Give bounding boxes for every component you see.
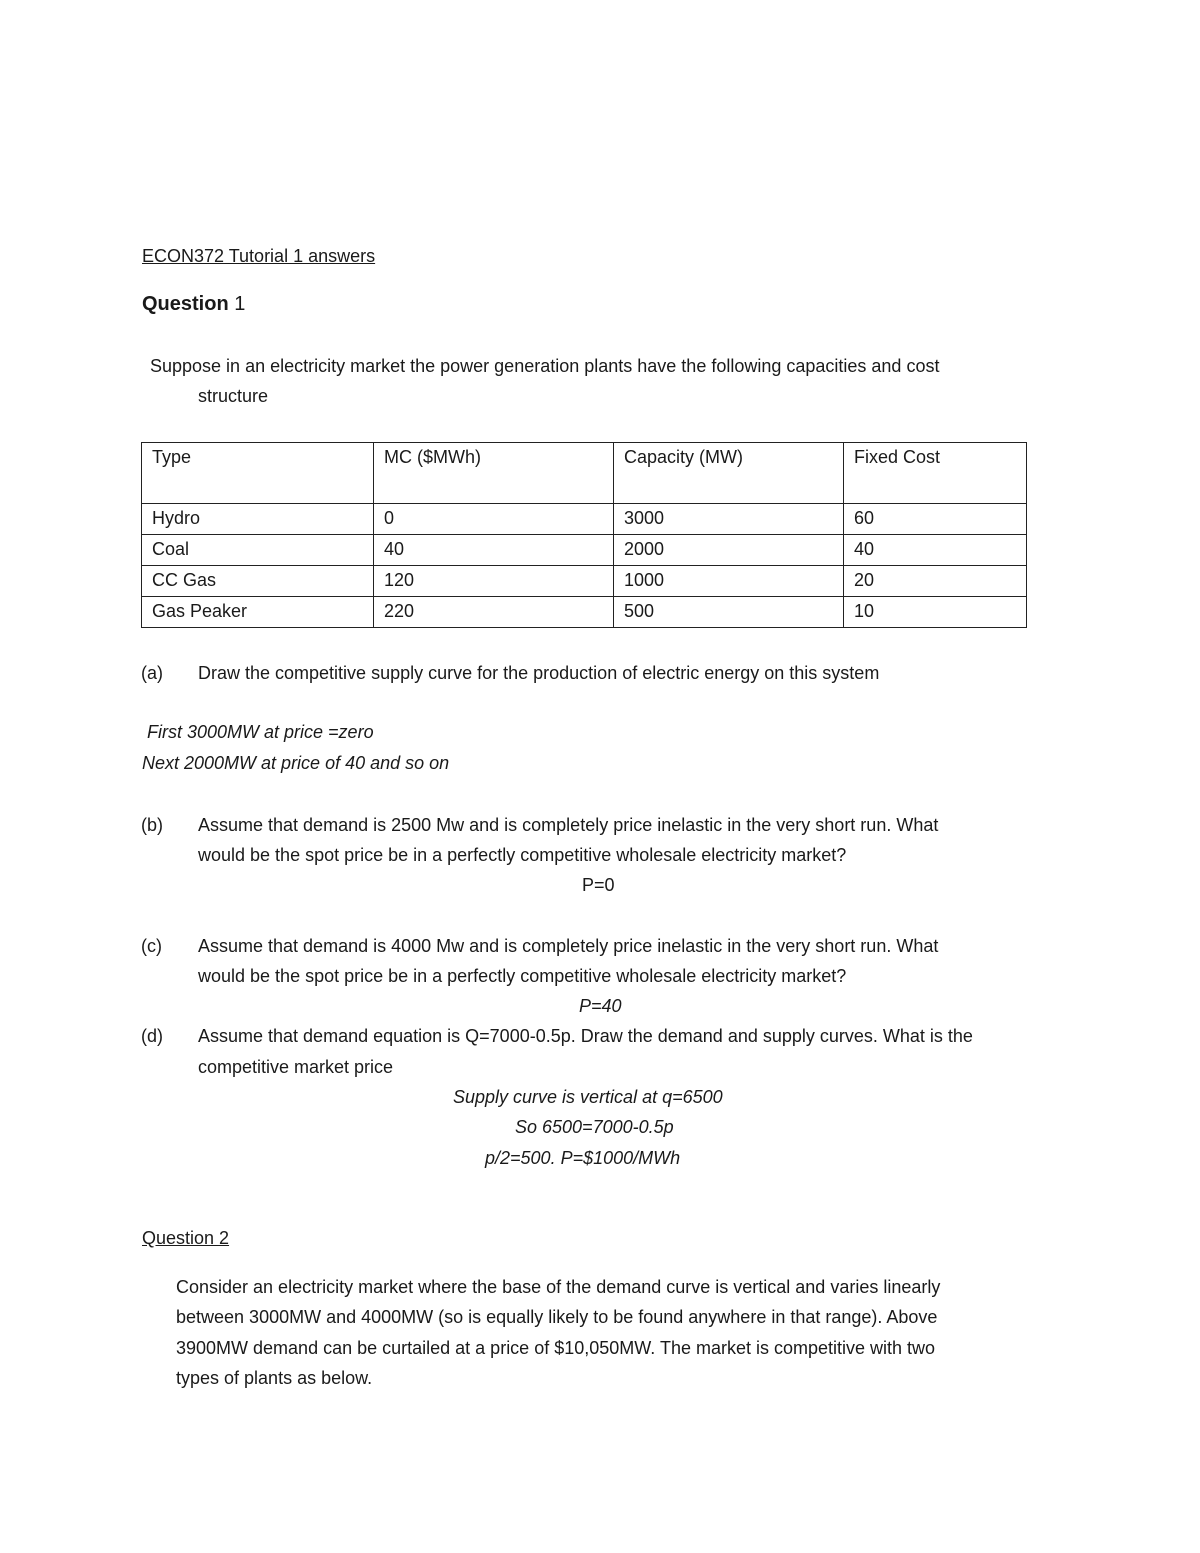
part-d-answer-line-3: p/2=500. P=$1000/MWh [485,1148,681,1168]
part-a-text: Draw the competitive supply curve for the production of electric energy on this system [198,663,880,683]
part-c-label: (c) [141,936,162,956]
part-d-answer-line-1: Supply curve is vertical at q=6500 [453,1087,723,1107]
table-cell: 2000 [614,535,844,566]
question-1-heading [142,293,245,316]
table-cell: 0 [374,504,614,535]
part-c-line-1: Assume that demand is 4000 Mw and is completely price inelastic in the very short run. What [198,936,939,956]
table-row [142,566,1027,597]
part-d-label: (d) [141,1026,163,1046]
table-cell: 3000 [614,504,844,535]
table-cell: Coal [142,535,374,566]
table-cell: Gas Peaker [142,597,374,628]
table-cell: 60 [844,504,1027,535]
part-a-answer-line-2: Next 2000MW at price of 40 and so on [142,753,450,773]
table-row [142,535,1027,566]
question-2-line-2: between 3000MW and 4000MW (so is equally likely to be found anywhere in that range). Above [176,1307,938,1327]
part-b-answer: P=0 [582,875,615,895]
part-c-answer: P=40 [579,996,622,1016]
question-1-intro-line-1: Suppose in an electricity market the power generation plants have the following capacities and cost [150,356,940,376]
table-header-cell: MC ($MWh) [374,443,614,504]
question-1-intro-line-2: structure [198,386,269,406]
question-2-heading: Question 2 [142,1228,230,1248]
table-cell: 120 [374,566,614,597]
table-header-row [142,443,1027,504]
part-d-line-2: competitive market price [198,1057,394,1077]
table-row [142,504,1027,535]
table-header-cell: Capacity (MW) [614,443,844,504]
table-cell: 20 [844,566,1027,597]
part-b-line-1: Assume that demand is 2500 Mw and is completely price inelastic in the very short run. What [198,815,939,835]
part-c-line-2: would be the spot price be in a perfectly competitive wholesale electricity market? [198,966,847,986]
question-1-heading-number: 1 [234,293,246,315]
table-row [142,597,1027,628]
question-2-line-4: types of plants as below. [176,1368,373,1388]
plant-cost-table [141,442,1027,628]
table-cell: 220 [374,597,614,628]
part-d-answer-line-2: So 6500=7000-0.5p [515,1117,674,1137]
table-cell: Hydro [142,504,374,535]
part-b-label: (b) [141,815,163,835]
table-header-cell: Type [142,443,374,504]
question-2-line-1: Consider an electricity market where the base of the demand curve is vertical and varies linearly [176,1277,941,1297]
question-2-line-3: 3900MW demand can be curtailed at a price of $10,050MW. The market is competitive with two [176,1338,936,1358]
table-cell: 500 [614,597,844,628]
table-cell: 40 [844,535,1027,566]
part-b-line-2: would be the spot price be in a perfectly competitive wholesale electricity market? [198,845,847,865]
question-1-heading-word: Question [142,293,229,315]
document-title: ECON372 Tutorial 1 answers [142,246,376,266]
table-cell: 10 [844,597,1027,628]
table-cell: 40 [374,535,614,566]
table-header-cell: Fixed Cost [844,443,1027,504]
part-d-line-1: Assume that demand equation is Q=7000-0.5p. Draw the demand and supply curves. What is the [198,1026,973,1046]
table-cell: 1000 [614,566,844,597]
table-cell: CC Gas [142,566,374,597]
part-a-answer-line-1: First 3000MW at price =zero [147,722,374,742]
part-a-label: (a) [141,663,163,683]
